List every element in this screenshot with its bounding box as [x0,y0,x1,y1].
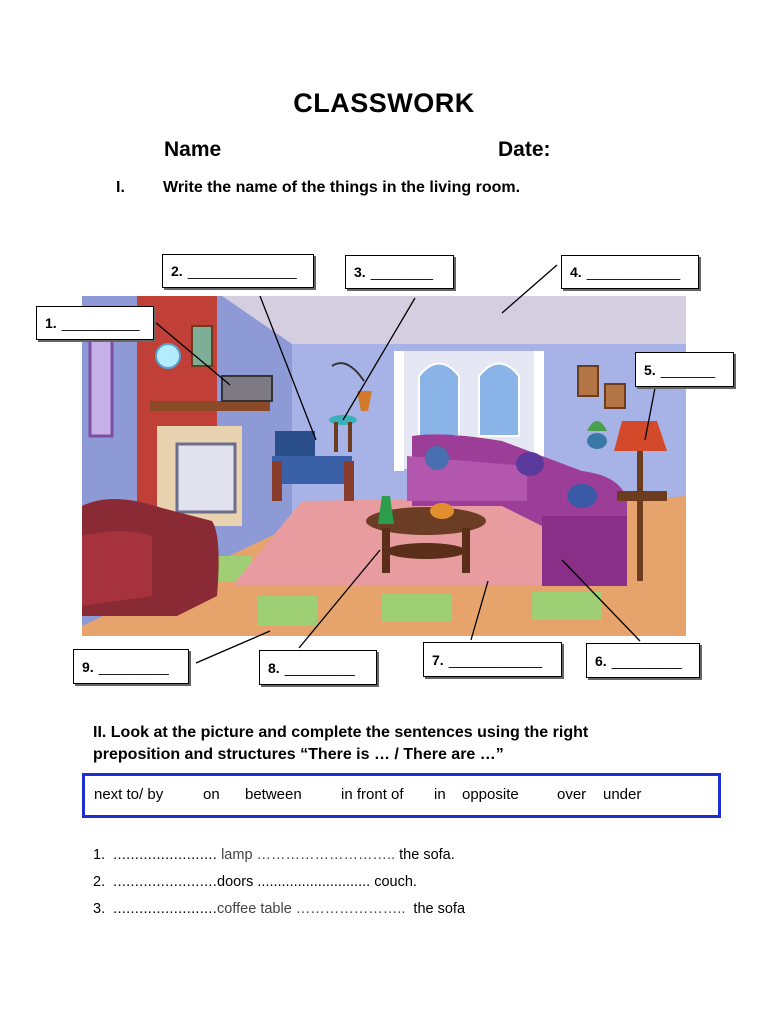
word-bank-item: opposite [462,786,519,803]
label-number: 3. [354,264,366,280]
section-1-number: I. [116,179,125,196]
section-2-instruction-line-1: II. Look at the picture and complete the sentences using the right [93,724,589,741]
label-box-7[interactable] [423,642,562,677]
date-label: Date: [498,138,551,161]
label-blank: ____________ [448,651,543,668]
sentence-number: 1. [93,847,106,863]
label-blank: __________ [61,315,140,331]
sentence-2 [93,874,417,890]
label-box-8[interactable] [259,650,377,685]
word-bank-item: under [603,786,642,803]
label-blank: ______________ [187,263,297,279]
sentence-blank[interactable]: ........................ [113,901,218,917]
label-number: 8. [268,659,280,676]
label-box-6[interactable] [586,643,700,678]
section-2-instruction-line-2: preposition and structures “There is … / There are …” [93,746,504,763]
word-bank-item: between [245,786,302,803]
label-box-5[interactable] [635,352,734,387]
sentence-blank[interactable]: ........................ [113,847,218,863]
label-number: 1. [45,315,57,331]
label-blank: _________ [284,659,355,676]
label-number: 4. [570,264,582,280]
label-number: 6. [595,652,607,669]
word-bank-item: over [557,786,587,803]
sentence-blank[interactable]: ……………………….. [256,847,396,863]
name-label: Name [164,138,222,161]
label-blank: _________ [98,658,169,675]
label-box-1[interactable] [36,306,154,340]
sentence-item: coffee table [217,901,292,917]
label-blank: ________ [370,264,433,280]
sentence-item: lamp [221,847,253,863]
sentence-blank[interactable]: ........................ [113,874,218,890]
word-bank-item: in front of [341,786,404,803]
section-1-instruction: Write the name of the things in the living room. [163,179,521,196]
sentence-1 [93,847,455,863]
word-bank-item: in [434,786,446,803]
word-bank-item: on [203,786,220,803]
label-blank: _______ [660,361,716,378]
label-number: 9. [82,658,94,675]
label-box-3[interactable] [345,255,454,289]
sentence-end: couch. [374,874,417,890]
sentence-end: the sofa. [399,847,455,863]
word-bank [82,773,721,818]
label-number: 7. [432,651,444,668]
worksheet-title: CLASSWORK [293,88,475,118]
sentence-item: doors [217,874,254,890]
label-blank: _________ [611,652,682,669]
sentence-end: the sofa [413,901,466,917]
label-blank: ____________ [586,264,681,280]
label-number: 5. [644,361,656,378]
label-box-4[interactable] [561,255,699,289]
word-bank-item: next to/ by [94,786,164,803]
label-box-2[interactable] [162,254,314,288]
sentence-blank[interactable]: ………………….. [295,901,406,917]
sentence-3 [93,901,465,917]
sentence-number: 2. [93,874,106,890]
section-2-instruction [93,722,693,766]
sentence-blank[interactable]: ............................ [257,874,371,890]
label-box-9[interactable] [73,649,189,684]
sentence-number: 3. [93,901,106,917]
living-room-illustration [82,296,686,636]
label-number: 2. [171,263,183,279]
